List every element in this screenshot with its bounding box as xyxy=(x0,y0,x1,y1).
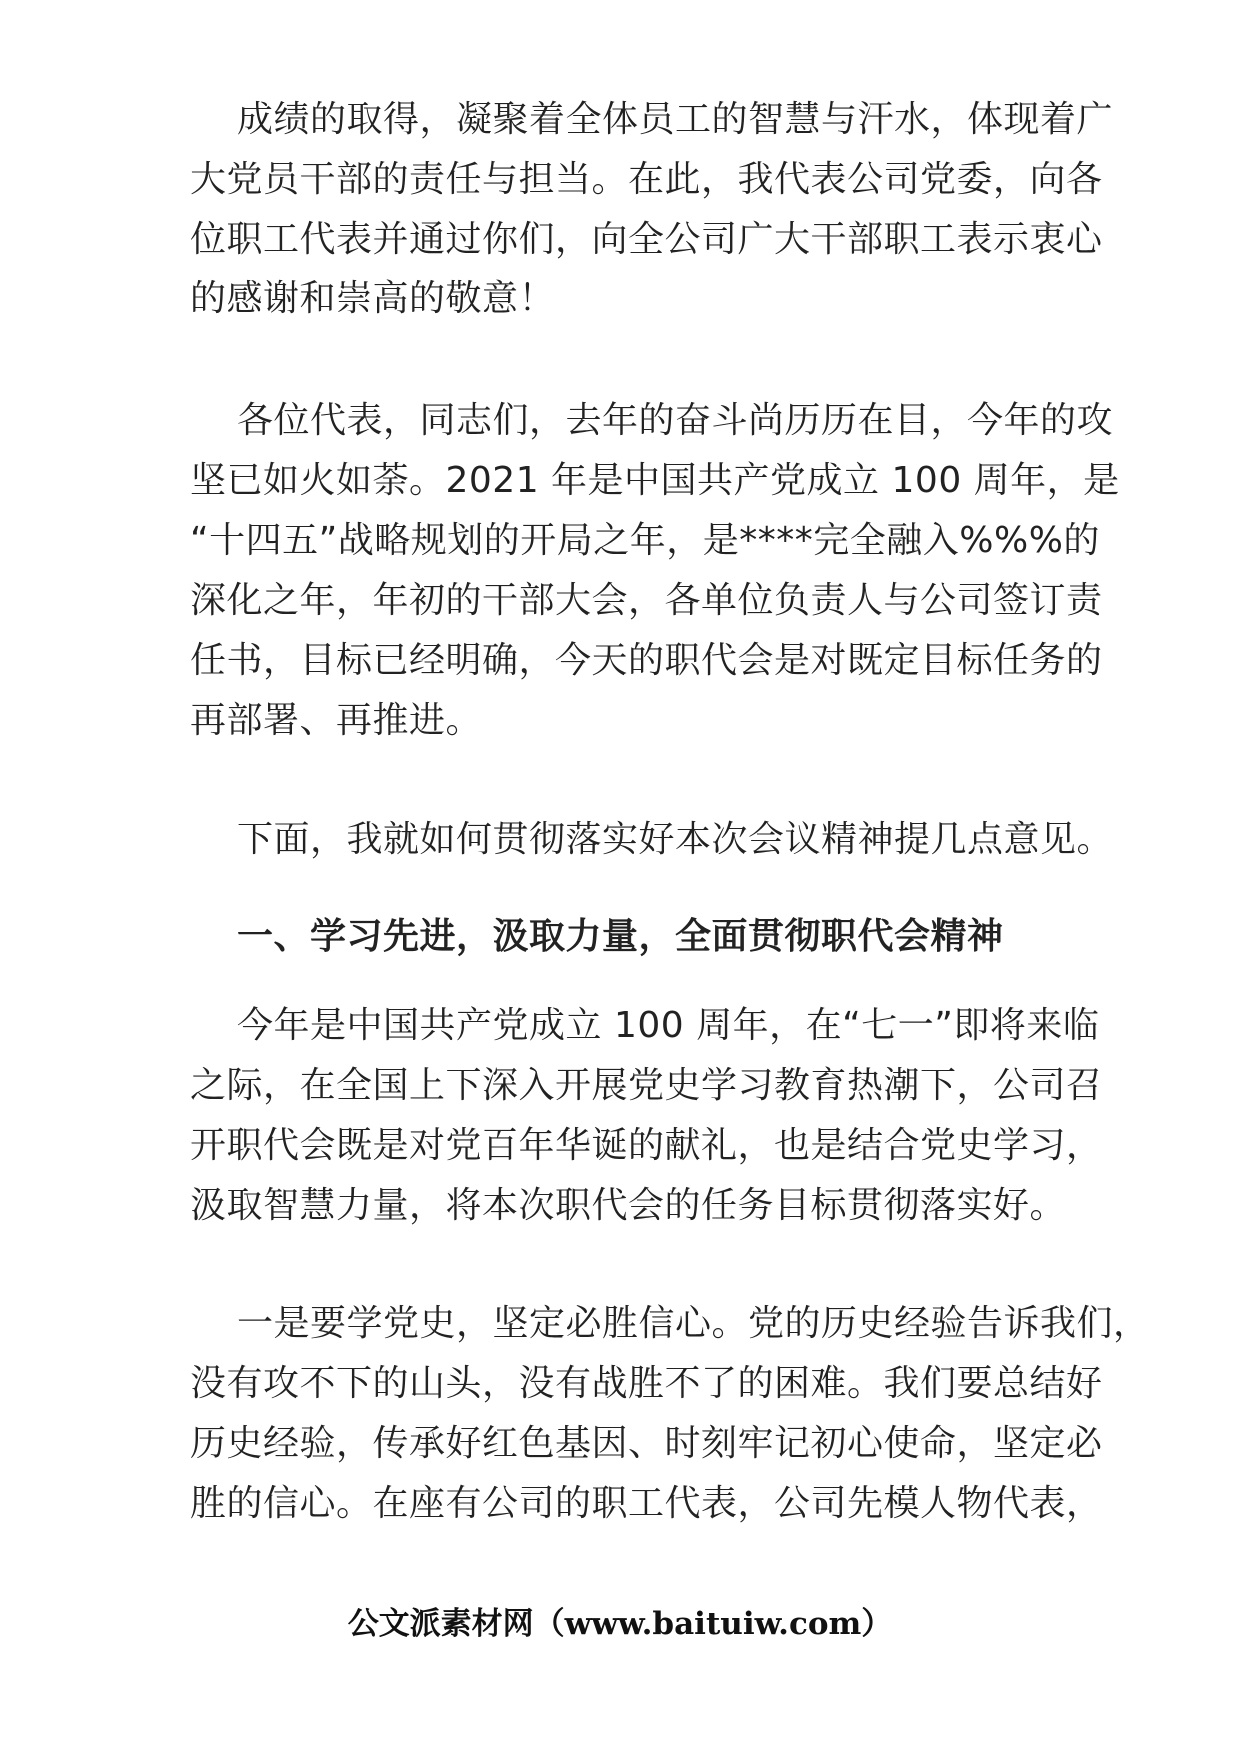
paragraph-6-line-4: 胜的信心。在座有公司的职工代表，公司先模人物代表， xyxy=(190,1483,1103,1524)
paragraph-5-line-3: 开职代会既是对党百年华诞的献礼，也是结合党史学习， xyxy=(190,1125,1103,1166)
paragraph-2-line-3: “十四五”战略规划的开局之年，是****完全融入%%%的 xyxy=(190,520,1100,561)
paragraph-2-line-5: 任书，目标已经明确，今天的职代会是对既定目标任务的 xyxy=(190,640,1103,681)
paragraph-1-line-1: 成绩的取得，凝聚着全体员工的智慧与汗水，体现着广 xyxy=(237,99,1114,140)
paragraph-5-line-1: 今年是中国共产党成立 100 周年，在“七一”即将来临 xyxy=(237,1005,1100,1046)
paragraph-2-line-1: 各位代表，同志们，去年的奋斗尚历历在目，今年的攻 xyxy=(237,400,1114,441)
paragraph-6-line-1: 一是要学党史，坚定必胜信心。党的历史经验告诉我们， xyxy=(237,1303,1150,1344)
paragraph-3-line-1: 下面，我就如何贯彻落实好本次会议精神提几点意见。 xyxy=(237,819,1114,860)
paragraph-5-line-2: 之际，在全国上下深入开展党史学习教育热潮下，公司召 xyxy=(190,1065,1103,1106)
paragraph-2-line-6: 再部署、再推进。 xyxy=(190,700,483,741)
paragraph-6-line-3: 历史经验，传承好红色基因、时刻牢记初心使命，坚定必 xyxy=(190,1423,1103,1464)
paragraph-2-line-2: 坚已如火如荼。2021 年是中国共产党成立 100 周年，是 xyxy=(190,460,1120,501)
paragraph-1-line-3: 位职工代表并通过你们，向全公司广大干部职工表示衷心 xyxy=(190,219,1103,260)
paragraph-1-line-2: 大党员干部的责任与担当。在此，我代表公司党委，向各 xyxy=(190,159,1103,200)
paragraph-2-line-4: 深化之年，年初的干部大会，各单位负责人与公司签订责 xyxy=(190,580,1103,621)
paragraph-1-line-4: 的感谢和崇高的敬意！ xyxy=(190,278,556,319)
section-heading: 一、学习先进，汲取力量，全面贯彻职代会精神 xyxy=(237,916,1004,957)
footer-watermark: 公文派素材网（www.baituiw.com） xyxy=(347,1606,893,1642)
paragraph-6-line-2: 没有攻不下的山头，没有战胜不了的困难。我们要总结好 xyxy=(190,1363,1103,1404)
paragraph-5-line-4: 汲取智慧力量，将本次职代会的任务目标贯彻落实好。 xyxy=(190,1185,1067,1226)
